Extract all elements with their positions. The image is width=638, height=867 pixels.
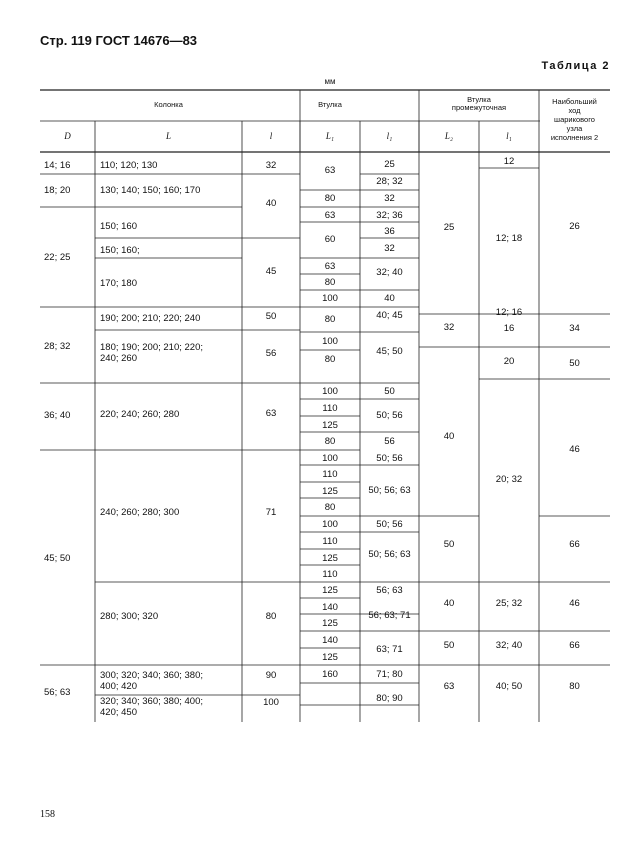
L1-cell: 160 (322, 669, 338, 680)
D-cell: 22; 25 (44, 252, 71, 263)
l1-cell: 40 (384, 293, 395, 304)
l-cell: 100 (263, 697, 279, 708)
l2-cell: 20; 32 (495, 474, 523, 485)
l1-cell: 56 (384, 436, 395, 447)
L1-cell: 125 (322, 420, 338, 431)
l1-cell: 36 (384, 226, 395, 237)
L1-cell: 100 (322, 453, 338, 464)
L1-cell: 63 (324, 165, 336, 176)
L-cell: 130; 140; 150; 160; 170 (100, 185, 201, 196)
L-cell: 110; 120; 130 (100, 160, 158, 171)
L1-cell: 100 (322, 386, 338, 397)
L1-cell: 60 (324, 234, 336, 245)
L1-cell: 80 (324, 193, 336, 204)
L-cell: 240; 260; 280; 300 (100, 507, 180, 518)
L1-cell: 63 (324, 210, 336, 221)
L1-cell: 125 (322, 553, 338, 564)
l2-cell: 12; 18 (495, 233, 523, 244)
l-cell: 90 (265, 670, 277, 681)
l2-cell: 12 (503, 156, 515, 167)
D-cell: 56; 63 (44, 687, 71, 698)
header-max-stroke: ход (568, 106, 581, 115)
D-cell: 14; 16 (44, 160, 71, 171)
L-cell: 150; 160; (100, 245, 140, 256)
L-cell: 300; 320; 340; 360; 380; (100, 670, 204, 681)
l1-cell: 50 (384, 386, 395, 397)
header-max-stroke: исполнения 2 (550, 133, 599, 142)
H-cell: 66 (569, 539, 580, 550)
D-cell: 28; 32 (44, 341, 71, 352)
L-cell: 220; 240; 260; 280 (100, 409, 180, 420)
L1-cell: 80 (324, 354, 336, 365)
l2-cell: 25; 32 (495, 598, 523, 609)
l1-cell: 32 (384, 193, 395, 204)
l2-cell: 40; 50 (495, 681, 523, 692)
page-number: 158 (40, 809, 55, 820)
l1-cell: 32; 36 (376, 210, 403, 221)
header-L2: L₂ (444, 131, 454, 141)
l2-cell: 32; 40 (495, 640, 523, 651)
L1-cell: 80 (324, 502, 336, 513)
l-cell: 63 (265, 408, 277, 419)
L2-cell: 63 (443, 681, 455, 692)
l-cell: 80 (265, 611, 277, 622)
L1-cell: 110 (322, 536, 338, 547)
L1-cell: 110 (322, 569, 338, 580)
unit-label: мм (324, 77, 336, 86)
header-l2: l₁ (506, 131, 512, 141)
L1-cell: 125 (322, 486, 338, 497)
L-cell: 190; 200; 210; 220; 240 (100, 313, 201, 324)
L-cell: 170; 180 (100, 278, 137, 289)
H-cell: 26 (569, 221, 580, 232)
l2-cell: 16 (503, 323, 515, 334)
l1-cell: 32 (384, 243, 395, 254)
H-cell: 66 (569, 640, 580, 651)
l-cell: 32 (265, 160, 277, 171)
header-max-stroke: узла (566, 124, 583, 133)
l1-cell: 56; 63; 71 (368, 610, 411, 621)
D-cell: 18; 20 (44, 185, 71, 196)
l1-cell: 71; 80 (376, 669, 403, 680)
l2-cell: 20 (503, 356, 515, 367)
header-D: D (64, 131, 71, 141)
page-header: Стр. 119 ГОСТ 14676—83 (40, 33, 198, 48)
header-vtulka: Втулка (318, 100, 342, 109)
header-max-stroke: Наибольший (552, 97, 597, 106)
l1-cell: 80; 90 (376, 693, 403, 704)
L-cell: 420; 450 (100, 707, 137, 718)
L1-cell: 100 (322, 336, 338, 347)
L2-cell: 25 (443, 222, 455, 233)
L1-cell: 100 (322, 519, 338, 530)
L1-cell: 140 (322, 602, 338, 613)
l1-cell: 50; 56; 63 (368, 549, 411, 560)
L-cell: 280; 300; 320 (100, 611, 159, 622)
L1-cell: 125 (322, 618, 338, 629)
L2-cell: 32 (443, 322, 455, 333)
L1-cell: 125 (322, 652, 338, 663)
l-cell: 50 (265, 311, 277, 322)
L1-cell: 125 (322, 585, 338, 596)
L2-cell: 40 (443, 598, 455, 609)
l1-cell: 32; 40 (376, 267, 403, 278)
L1-cell: 140 (322, 635, 338, 646)
L2-cell: 50 (443, 640, 455, 651)
D-cell: 36; 40 (44, 410, 71, 421)
l-cell: 45 (265, 266, 277, 277)
header-kolonka: Колонка (154, 100, 183, 109)
L-cell: 320; 340; 360; 380; 400; (100, 696, 204, 707)
header-l: l (269, 131, 273, 141)
L1-cell: 63 (324, 261, 336, 272)
l1-cell: 63; 71 (376, 644, 403, 655)
header-vtulka-prom: промежуточная (451, 103, 507, 112)
l1-cell: 28; 32 (376, 176, 403, 187)
H-cell: 46 (569, 598, 580, 609)
H-cell: 80 (569, 681, 580, 692)
l-cell: 56 (265, 348, 277, 359)
l1-cell: 25 (384, 159, 395, 170)
l1-cell: 50; 56 (376, 453, 403, 464)
l1-cell: 50; 56; 63 (368, 485, 411, 496)
l1-cell: 40; 45 (376, 310, 403, 321)
l1-cell: 50; 56 (376, 519, 403, 530)
L-cell: 400; 420 (100, 681, 137, 692)
l1-cell: 45; 50 (376, 346, 403, 357)
L1-cell: 110 (322, 469, 338, 480)
l-cell: 40 (265, 198, 277, 209)
L-cell: 180; 190; 200; 210; 220; (100, 342, 204, 353)
header-L1: L₁ (325, 131, 335, 141)
l2-cell: 12; 16 (495, 307, 523, 318)
L2-cell: 40 (443, 431, 455, 442)
L1-cell: 110 (322, 403, 338, 414)
H-cell: 46 (569, 444, 580, 455)
table-title: Таблица 2 (541, 60, 610, 72)
L1-cell: 80 (324, 436, 336, 447)
header-l1: l₁ (386, 131, 393, 141)
H-cell: 34 (569, 323, 580, 334)
l1-cell: 56; 63 (376, 585, 403, 596)
L2-cell: 50 (443, 539, 455, 550)
header-max-stroke: шарикового (554, 115, 595, 124)
header-vtulka-prom: Втулка (467, 95, 491, 104)
L1-cell: 100 (322, 293, 338, 304)
header-L: L (165, 131, 171, 141)
L1-cell: 80 (324, 277, 336, 288)
H-cell: 50 (569, 358, 580, 369)
D-cell: 45; 50 (44, 553, 71, 564)
l-cell: 71 (265, 507, 277, 518)
L-cell: 240; 260 (100, 353, 137, 364)
L1-cell: 80 (324, 314, 336, 325)
L-cell: 150; 160 (100, 221, 137, 232)
l1-cell: 50; 56 (376, 410, 403, 421)
